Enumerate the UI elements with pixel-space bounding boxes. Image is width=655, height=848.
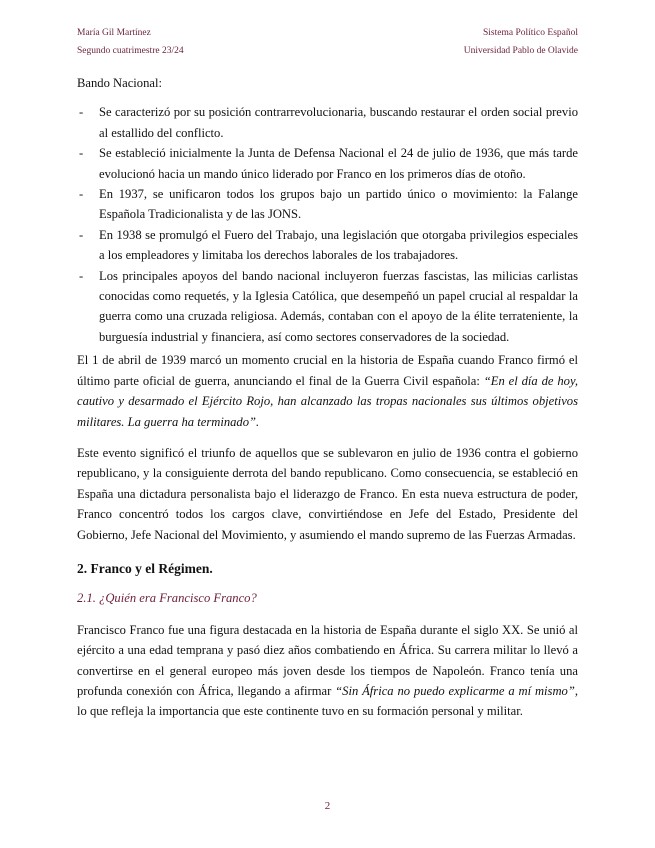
- bullet-dash-icon: -: [79, 187, 84, 202]
- header-university: Universidad Pablo de Olavide: [463, 46, 578, 56]
- bando-nacional-label: Bando Nacional:: [77, 76, 162, 90]
- bullet-dash-icon: -: [79, 146, 84, 161]
- header-course: Sistema Político Español: [483, 28, 578, 38]
- quote-last-war-report: “En el día de hoy, cautivo y desarmado el Ejército Rojo, han alcanzado las tropas nacionales sus últimos objetivos militares. La guerra ha terminado”.: [77, 373, 578, 429]
- bullet-dash-icon: -: [79, 268, 84, 283]
- header-row-bottom: [77, 42, 578, 60]
- header-term: Segundo cuatrimestre 23/24: [77, 46, 184, 56]
- paragraph-franco-bio: Francisco Franco fue una figura destacada en la historia de España durante el siglo XX. Se unió al ejército a una edad temprana y pasó diez años combatiendo en África. Su carrera militar lo llevó a convertirse en el general europeo más joven desde los tiempos de Napoleón. Franco tenía una profunda conexión con África, llegando a afirmar “Sin África no puedo explicarme a mí mismo”, lo que refleja la importancia que este continente tuvo en su formación personal y militar.: [77, 622, 579, 719]
- paragraph-dictatorship: Este evento significó el triunfo de aquellos que se sublevaron en julio de 1936 contra el gobierno republicano, y la consiguiente derrota del bando republicano. Como consecuencia, se estableció en España una dictadura personalista bajo el liderazgo de Franco. En esta nueva estructura de poder, Franco concentró todos los cargos clave, convirtiéndose en Jefe del Estado, Presidente del Gobierno, Jefe Nacional del Movimiento, y asumiendo el mando supremo de las Fuerzas Armadas.: [77, 445, 578, 542]
- subsection-title: 2.1. ¿Quién era Francisco Franco?: [77, 591, 257, 606]
- list-item: - Los principales apoyos del bando nacional incluyeron fuerzas fascistas, las milicias carlistas conocidas como requetés, y la Iglesia Católica, que desempeñó un papel crucial al respaldar la guerra como una cruzada religiosa. Además, contaban con el apoyo de la élite terrateniente, la burguesía industrial y financiera, así como sectores conservadores de la sociedad.: [77, 266, 578, 348]
- section-title: 2. Franco y el Régimen.: [77, 560, 213, 576]
- paragraph-end-of-war: El 1 de abril de 1939 marcó un momento crucial en la historia de España cuando Franco firmó el último parte oficial de guerra, anunciando el final de la Guerra Civil española: “En el día de hoy, cautivo y desarmado el Ejército Rojo, han alcanzado las tropas nacionales sus últimos objetivos militares. La guerra ha terminado”.: [77, 353, 578, 429]
- bando-nacional-list: [77, 102, 578, 347]
- list-item: - Se estableció inicialmente la Junta de Defensa Nacional el 24 de julio de 1936, que más tarde evolucionó hacia un mando único liderado por Franco en los primeros días de otoño.: [77, 143, 578, 184]
- document-body: [77, 73, 578, 733]
- page-header: [77, 24, 578, 60]
- list-item: - En 1937, se unificaron todos los grupos bajo un partido único o movimiento: la Falange Española Tradicionalista y de las JONS.: [77, 184, 578, 225]
- list-item: - En 1938 se promulgó el Fuero del Trabajo, una legislación que otorgaba privilegios especiales a los empleadores y limitaba los derechos laborales de los trabajadores.: [77, 225, 578, 266]
- page-number: 2: [324, 800, 331, 812]
- bullet-dash-icon: -: [79, 105, 84, 120]
- header-row-top: [77, 24, 578, 42]
- list-item: - Se caracterizó por su posición contrarrevolucionaria, buscando restaurar el orden social previo al estallido del conflicto.: [77, 102, 578, 143]
- bullet-dash-icon: -: [79, 227, 84, 242]
- quote-africa: “Sin África no puedo explicarme a mí mismo”: [335, 683, 575, 698]
- header-author: María Gil Martínez: [77, 28, 151, 38]
